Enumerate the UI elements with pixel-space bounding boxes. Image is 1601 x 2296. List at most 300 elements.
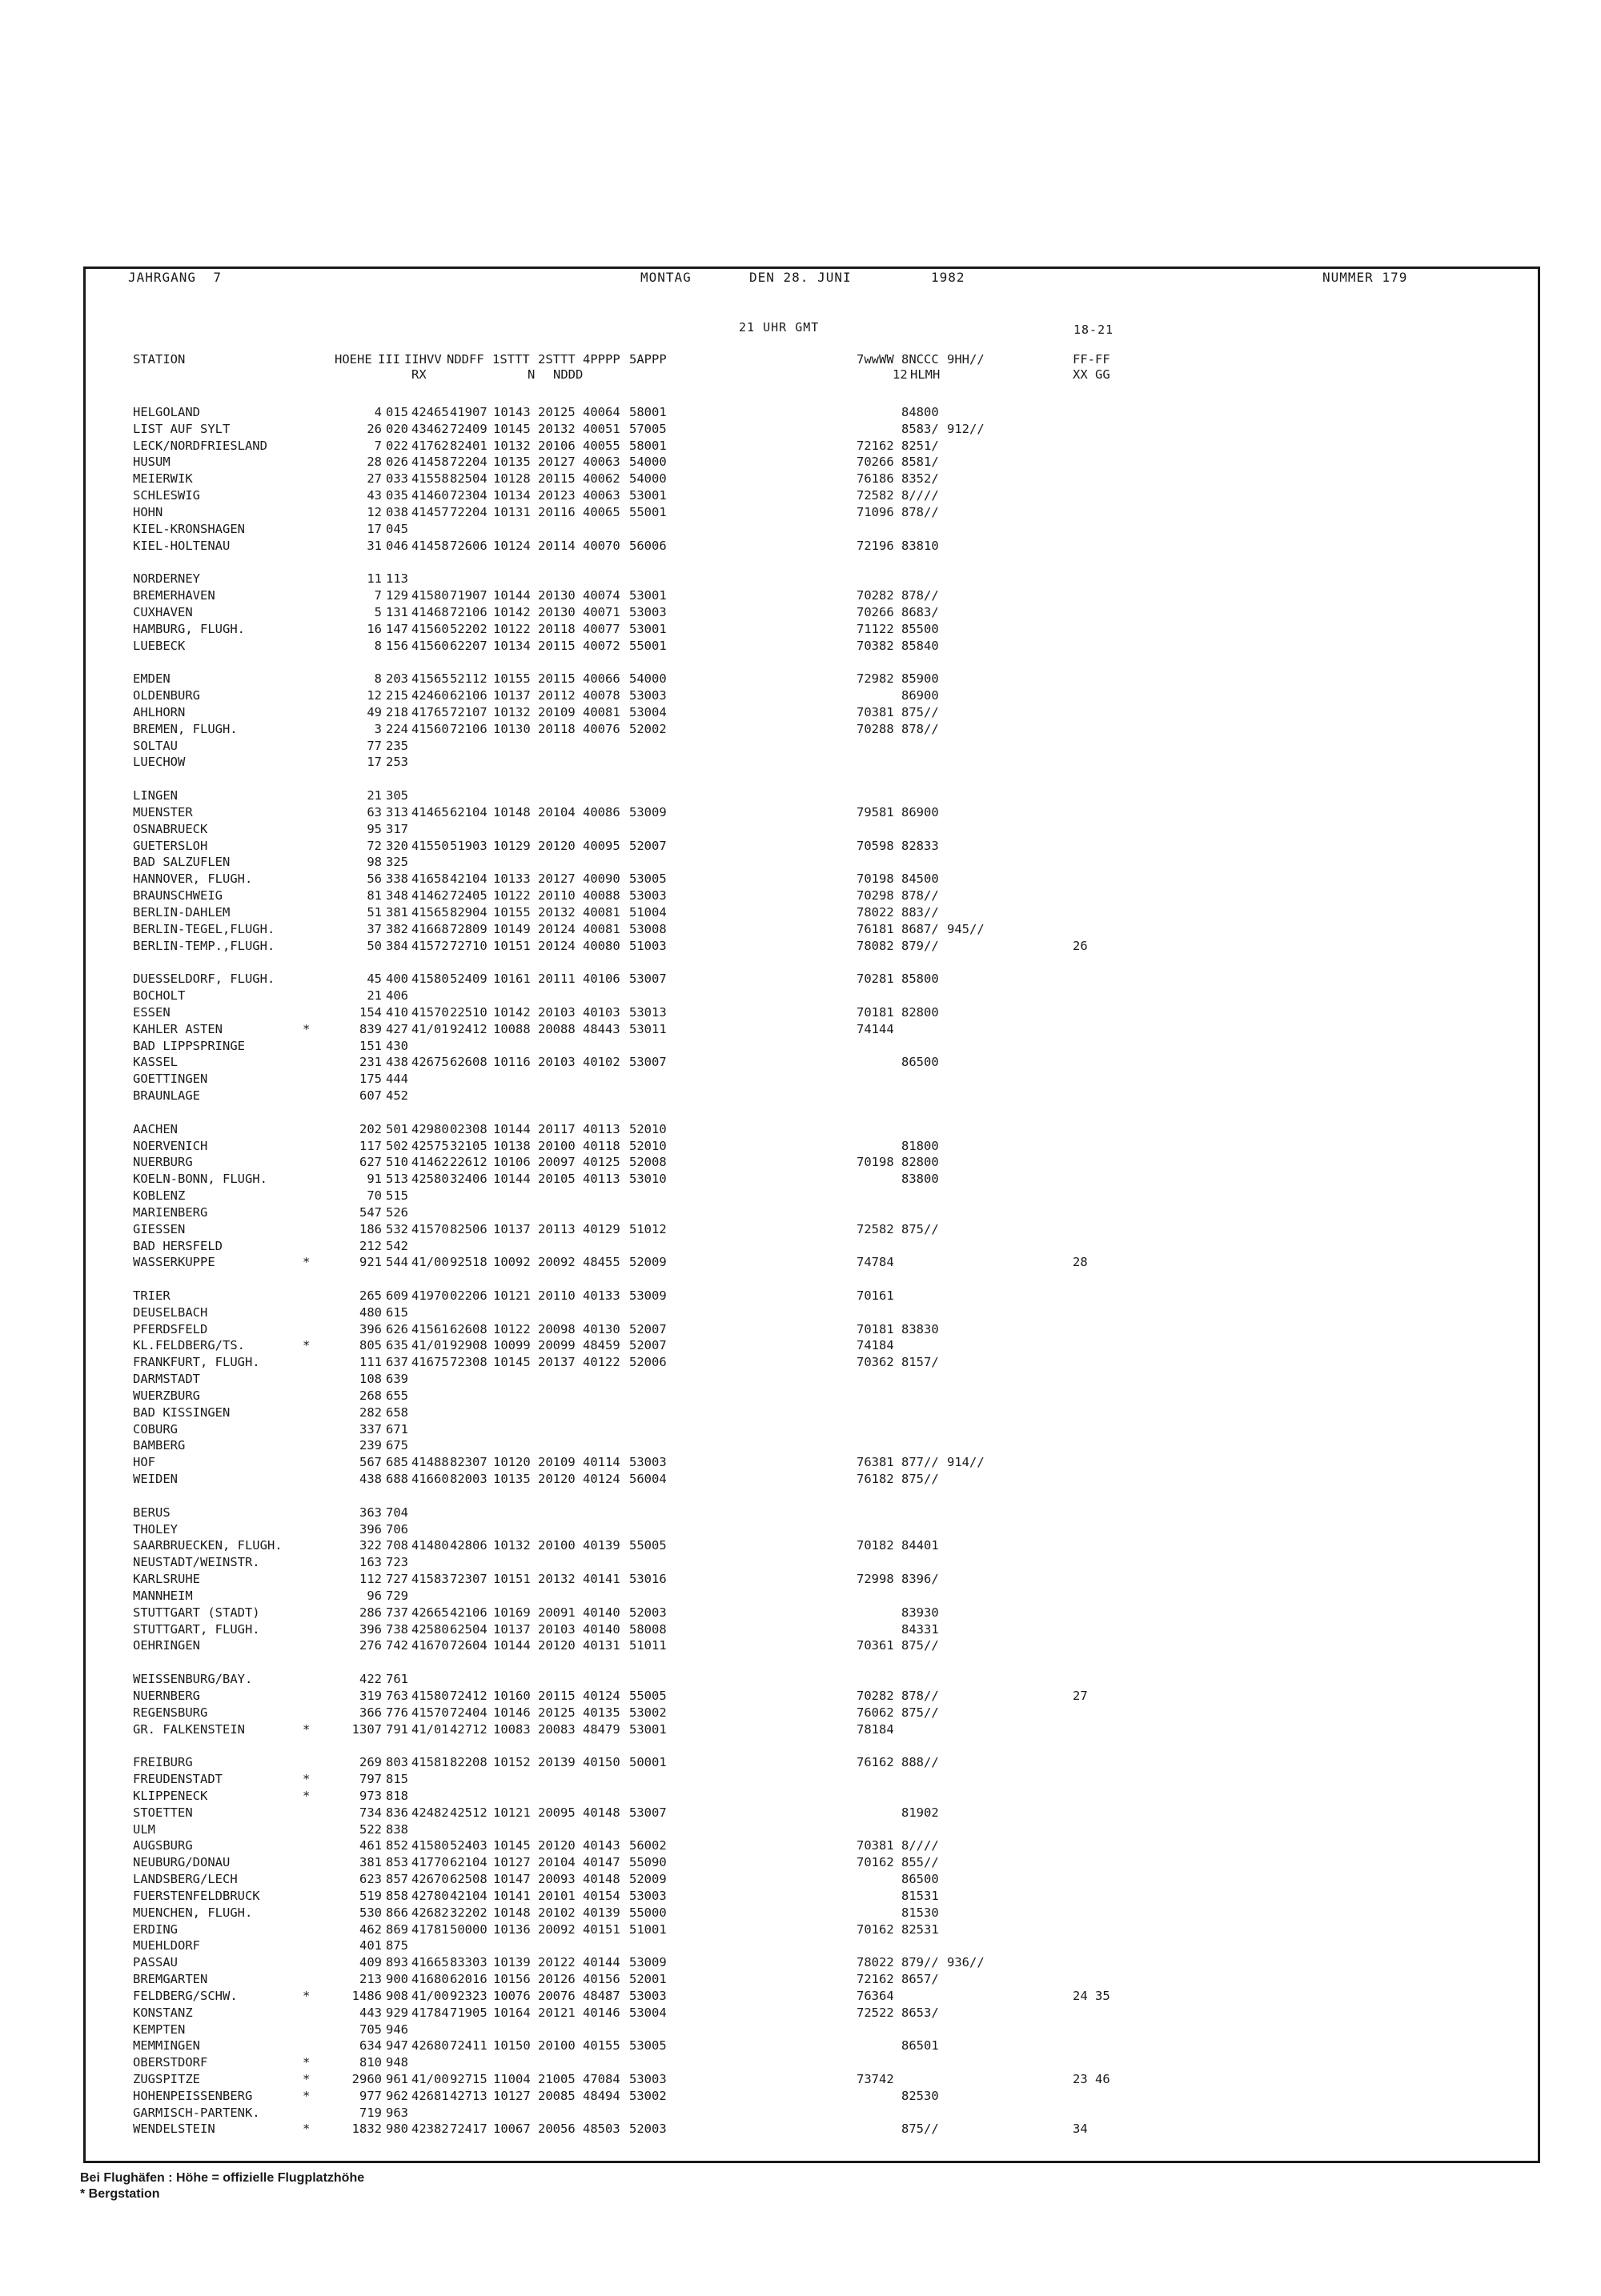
group-nddff: 52202 bbox=[450, 621, 488, 636]
station-row bbox=[0, 988, 1601, 1004]
group-8nccc: 8//// bbox=[901, 488, 939, 503]
group-iihvv: 41/00 bbox=[411, 1255, 449, 1270]
group-2sttt: 20103 bbox=[538, 1055, 576, 1070]
station-row bbox=[0, 1754, 1601, 1771]
group-7wwww: 78022 bbox=[857, 1955, 894, 1970]
station-row bbox=[0, 1154, 1601, 1171]
group-5appp: 53009 bbox=[629, 1955, 667, 1970]
group-nddff: 51903 bbox=[450, 838, 488, 853]
group-iihvv: 41970 bbox=[411, 1288, 449, 1303]
group-nddff: 62508 bbox=[450, 1872, 488, 1887]
station-id: 727 bbox=[386, 1572, 408, 1587]
date-label: DEN 28. JUNI bbox=[749, 270, 852, 285]
time-range: 18-21 bbox=[1073, 323, 1114, 337]
station-name: STUTTGART (STADT) bbox=[133, 1605, 260, 1620]
group-8nccc: 878// bbox=[901, 888, 939, 904]
group-7wwww: 70598 bbox=[857, 838, 894, 853]
group-1sttt: 10136 bbox=[493, 1921, 531, 1937]
station-row bbox=[0, 1971, 1601, 1988]
mountain-marker: * bbox=[303, 2122, 311, 2137]
station-row bbox=[0, 1437, 1601, 1454]
group-8nccc: 875// bbox=[901, 1472, 939, 1487]
year-label: 1982 bbox=[931, 270, 965, 285]
group-nddff: 72308 bbox=[450, 1355, 488, 1370]
group-5appp: 53007 bbox=[629, 1805, 667, 1820]
group-4pppp: 40150 bbox=[583, 1755, 620, 1770]
group-1sttt: 10156 bbox=[493, 1972, 531, 1987]
group-iihvv: 41465 bbox=[411, 804, 449, 819]
group-7wwww: 78022 bbox=[857, 904, 894, 920]
group-iihvv: 42465 bbox=[411, 405, 449, 419]
station-id: 526 bbox=[386, 1204, 408, 1220]
station-height: 117 bbox=[359, 1138, 382, 1153]
group-nddff: 62104 bbox=[450, 804, 488, 819]
station-name: SAARBRUECKEN, FLUGH. bbox=[133, 1538, 283, 1553]
group-2sttt: 20100 bbox=[538, 2038, 576, 2054]
station-height: 7 bbox=[374, 588, 382, 603]
group-5appp: 56004 bbox=[629, 1472, 667, 1487]
group-8nccc: 84401 bbox=[901, 1538, 939, 1553]
station-id: 131 bbox=[386, 604, 408, 619]
group-7wwww: 71122 bbox=[857, 621, 894, 636]
station-id: 542 bbox=[386, 1238, 408, 1253]
group-7wwww: 76062 bbox=[857, 1705, 894, 1720]
station-id: 384 bbox=[386, 938, 408, 953]
station-id: 218 bbox=[386, 704, 408, 719]
group-4pppp: 40122 bbox=[583, 1355, 620, 1370]
group-8nccc: 81902 bbox=[901, 1805, 939, 1820]
group-8nccc: 888// bbox=[901, 1755, 939, 1770]
station-id: 033 bbox=[386, 471, 408, 487]
station-id: 338 bbox=[386, 872, 408, 887]
station-name: STOETTEN bbox=[133, 1805, 193, 1820]
station-name: BREMERHAVEN bbox=[133, 588, 215, 603]
group-7wwww: 74184 bbox=[857, 1338, 894, 1353]
station-row bbox=[0, 971, 1601, 988]
group-nddff: 42713 bbox=[450, 2088, 488, 2103]
group-4pppp: 47084 bbox=[583, 2072, 620, 2086]
group-5appp: 52009 bbox=[629, 1872, 667, 1887]
group-5appp: 53011 bbox=[629, 1021, 667, 1036]
group-2sttt: 20130 bbox=[538, 604, 576, 619]
group-5appp: 58001 bbox=[629, 438, 667, 453]
group-5appp: 55005 bbox=[629, 1688, 667, 1703]
group-nddff: 92323 bbox=[450, 1988, 488, 2003]
group-iihvv: 42682 bbox=[411, 1905, 449, 1920]
station-row bbox=[0, 1554, 1601, 1571]
station-row bbox=[0, 404, 1601, 421]
station-name: MARIENBERG bbox=[133, 1204, 208, 1220]
group-7wwww: 74144 bbox=[857, 1021, 894, 1036]
station-name: DEUSELBACH bbox=[133, 1304, 208, 1320]
group-iihvv: 43462 bbox=[411, 421, 449, 436]
group-7wwww: 70266 bbox=[857, 604, 894, 619]
group-4pppp: 40088 bbox=[583, 888, 620, 904]
station-name: THOLEY bbox=[133, 1521, 178, 1537]
group-1sttt: 11004 bbox=[493, 2072, 531, 2086]
col-1sttt: 1STTT bbox=[492, 352, 530, 367]
station-id: 532 bbox=[386, 1221, 408, 1236]
station-name: LUECHOW bbox=[133, 755, 186, 770]
group-8nccc: 82800 bbox=[901, 1155, 939, 1170]
station-id: 948 bbox=[386, 2055, 408, 2070]
group-iihvv: 41488 bbox=[411, 1455, 449, 1470]
group-1sttt: 10144 bbox=[493, 1172, 531, 1187]
group-1sttt: 10127 bbox=[493, 2088, 531, 2103]
station-row bbox=[0, 438, 1601, 455]
station-id: 857 bbox=[386, 1872, 408, 1887]
group-2sttt: 20124 bbox=[538, 921, 576, 936]
station-name: GIESSEN bbox=[133, 1221, 186, 1236]
group-4pppp: 40139 bbox=[583, 1538, 620, 1553]
group-5appp: 53009 bbox=[629, 1288, 667, 1303]
group-4pppp: 40151 bbox=[583, 1921, 620, 1937]
station-height: 77 bbox=[367, 738, 382, 753]
station-id: 156 bbox=[386, 638, 408, 653]
group-2sttt: 20115 bbox=[538, 1688, 576, 1703]
group-2sttt: 20123 bbox=[538, 488, 576, 503]
station-name: KEMPTEN bbox=[133, 2022, 186, 2037]
group-5appp: 53003 bbox=[629, 1988, 667, 2003]
group-iihvv: 42680 bbox=[411, 2038, 449, 2054]
station-id: 836 bbox=[386, 1805, 408, 1820]
group-2sttt: 20137 bbox=[538, 1355, 576, 1370]
group-iihvv: 41457 bbox=[411, 504, 449, 519]
station-row bbox=[0, 2121, 1601, 2138]
group-7wwww: 76182 bbox=[857, 1472, 894, 1487]
station-id: 852 bbox=[386, 1838, 408, 1853]
group-5appp: 53009 bbox=[629, 804, 667, 819]
group-8nccc: 8157/ bbox=[901, 1355, 939, 1370]
col-rx: RX bbox=[411, 367, 427, 382]
group-1sttt: 10083 bbox=[493, 1721, 531, 1737]
group-5appp: 55001 bbox=[629, 638, 667, 653]
group-4pppp: 48455 bbox=[583, 1255, 620, 1270]
station-name: FRANKFURT, FLUGH. bbox=[133, 1355, 260, 1370]
station-row bbox=[0, 1821, 1601, 1838]
group-4pppp: 40081 bbox=[583, 904, 620, 920]
station-id: 515 bbox=[386, 1188, 408, 1203]
station-height: 443 bbox=[359, 2005, 382, 2020]
station-name: WUERZBURG bbox=[133, 1388, 200, 1403]
station-name: HELGOLAND bbox=[133, 405, 200, 419]
group-8nccc: 86501 bbox=[901, 2038, 939, 2054]
station-name: LANDSBERG/LECH bbox=[133, 1872, 238, 1887]
group-nddff: 82401 bbox=[450, 438, 488, 453]
station-height: 396 bbox=[359, 1321, 382, 1336]
group-1sttt: 10132 bbox=[493, 438, 531, 453]
station-name: KOBLENZ bbox=[133, 1188, 186, 1203]
group-4pppp: 40103 bbox=[583, 1004, 620, 1020]
group-2sttt: 20093 bbox=[538, 1872, 576, 1887]
station-height: 186 bbox=[359, 1221, 382, 1236]
station-row bbox=[0, 1671, 1601, 1688]
group-8nccc: 8687/ bbox=[901, 921, 939, 936]
group-2sttt: 20109 bbox=[538, 704, 576, 719]
group-8nccc: 855// bbox=[901, 1855, 939, 1870]
group-2sttt: 20115 bbox=[538, 638, 576, 653]
station-id: 875 bbox=[386, 1938, 408, 1953]
group-iihvv: 42980 bbox=[411, 1121, 449, 1136]
group-iihvv: 41565 bbox=[411, 671, 449, 687]
group-nddff: 72204 bbox=[450, 455, 488, 470]
station-name: FUERSTENFELDBRUCK bbox=[133, 1888, 260, 1903]
station-row bbox=[0, 1871, 1601, 1888]
col-nddd: NDDD bbox=[553, 367, 584, 382]
group-nddff: 42106 bbox=[450, 1605, 488, 1620]
group-4pppp: 40086 bbox=[583, 804, 620, 819]
station-name: OEHRINGEN bbox=[133, 1638, 200, 1653]
station-row bbox=[0, 1854, 1601, 1871]
group-8nccc: 85900 bbox=[901, 671, 939, 687]
mountain-marker: * bbox=[303, 1338, 311, 1353]
group-5appp: 53007 bbox=[629, 1055, 667, 1070]
group-5appp: 53003 bbox=[629, 1888, 667, 1903]
group-1sttt: 10138 bbox=[493, 1138, 531, 1153]
group-nddff: 22510 bbox=[450, 1004, 488, 1020]
group-iihvv: 41580 bbox=[411, 1838, 449, 1853]
station-height: 112 bbox=[359, 1572, 382, 1587]
group-iihvv: 42575 bbox=[411, 1138, 449, 1153]
group-1sttt: 10169 bbox=[493, 1605, 531, 1620]
station-name: BAD KISSINGEN bbox=[133, 1404, 231, 1420]
group-iihvv: 41/01 bbox=[411, 1338, 449, 1353]
station-name: OBERSTDORF bbox=[133, 2055, 208, 2070]
group-8nccc: 83800 bbox=[901, 1172, 939, 1187]
station-row bbox=[0, 2005, 1601, 2022]
station-height: 319 bbox=[359, 1688, 382, 1703]
group-4pppp: 40129 bbox=[583, 1221, 620, 1236]
station-row bbox=[0, 1421, 1601, 1438]
station-row bbox=[0, 888, 1601, 904]
group-8nccc: 8657/ bbox=[901, 1972, 939, 1987]
group-1sttt: 10137 bbox=[493, 1221, 531, 1236]
col-7wwww: 7wwWW bbox=[857, 352, 894, 367]
group-5appp: 54000 bbox=[629, 471, 667, 487]
group-iihvv: 41/01 bbox=[411, 1721, 449, 1737]
group-5appp: 53008 bbox=[629, 921, 667, 936]
group-7wwww: 72582 bbox=[857, 488, 894, 503]
station-row bbox=[0, 1238, 1601, 1255]
group-4pppp: 48443 bbox=[583, 1021, 620, 1036]
group-7wwww: 72196 bbox=[857, 538, 894, 553]
group-2sttt: 20113 bbox=[538, 1221, 576, 1236]
station-name: BAD SALZUFLEN bbox=[133, 855, 231, 870]
station-row bbox=[0, 1304, 1601, 1321]
group-4pppp: 40154 bbox=[583, 1888, 620, 1903]
station-height: 839 bbox=[359, 1021, 382, 1036]
group-iihvv: 41658 bbox=[411, 872, 449, 887]
station-name: BAD LIPPSPRINGE bbox=[133, 1038, 245, 1053]
group-iihvv: 41675 bbox=[411, 1355, 449, 1370]
station-name: FREUDENSTADT bbox=[133, 1772, 223, 1787]
group-ff: 26 bbox=[1073, 938, 1088, 953]
group-8nccc: 85500 bbox=[901, 621, 939, 636]
group-nddff: 82003 bbox=[450, 1472, 488, 1487]
group-nddff: 72107 bbox=[450, 704, 488, 719]
station-id: 980 bbox=[386, 2122, 408, 2137]
group-7wwww: 70162 bbox=[857, 1855, 894, 1870]
station-id: 203 bbox=[386, 671, 408, 687]
group-1sttt: 10088 bbox=[493, 1021, 531, 1036]
station-id: 253 bbox=[386, 755, 408, 770]
station-id: 900 bbox=[386, 1972, 408, 1987]
station-name: MUEHLDORF bbox=[133, 1938, 200, 1953]
station-name: HOF bbox=[133, 1455, 155, 1470]
group-2sttt: 20115 bbox=[538, 671, 576, 687]
group-1sttt: 10092 bbox=[493, 1255, 531, 1270]
station-id: 929 bbox=[386, 2005, 408, 2020]
station-row bbox=[0, 804, 1601, 821]
station-height: 797 bbox=[359, 1772, 382, 1787]
station-id: 444 bbox=[386, 1072, 408, 1087]
col-5appp: 5APPP bbox=[629, 352, 667, 367]
group-2sttt: 20104 bbox=[538, 804, 576, 819]
station-name: DUESSELDORF, FLUGH. bbox=[133, 972, 275, 987]
group-5appp: 56002 bbox=[629, 1838, 667, 1853]
station-name: GUETERSLOH bbox=[133, 838, 208, 853]
group-8nccc: 83930 bbox=[901, 1605, 939, 1620]
group-4pppp: 40090 bbox=[583, 872, 620, 887]
station-name: FELDBERG/SCHW. bbox=[133, 1988, 238, 2003]
station-row bbox=[0, 1388, 1601, 1404]
group-nddff: 41907 bbox=[450, 405, 488, 419]
group-iihvv: 42482 bbox=[411, 1805, 449, 1820]
group-4pppp: 40113 bbox=[583, 1172, 620, 1187]
group-2sttt: 20132 bbox=[538, 904, 576, 920]
group-iihvv: 41580 bbox=[411, 1688, 449, 1703]
station-height: 8 bbox=[374, 671, 382, 687]
col-2sttt: 2STTT bbox=[538, 352, 576, 367]
group-1sttt: 10139 bbox=[493, 1955, 531, 1970]
group-nddff: 82506 bbox=[450, 1221, 488, 1236]
group-4pppp: 48479 bbox=[583, 1721, 620, 1737]
group-1sttt: 10130 bbox=[493, 721, 531, 736]
group-7wwww: 70362 bbox=[857, 1355, 894, 1370]
col-station: STATION bbox=[133, 352, 186, 367]
group-7wwww: 72522 bbox=[857, 2005, 894, 2020]
station-name: FREIBURG bbox=[133, 1755, 193, 1770]
mountain-marker: * bbox=[303, 2088, 311, 2103]
group-iihvv: 41561 bbox=[411, 1321, 449, 1336]
group-5appp: 51012 bbox=[629, 1221, 667, 1236]
group-7wwww: 70198 bbox=[857, 872, 894, 887]
group-nddff: 62207 bbox=[450, 638, 488, 653]
station-name: BERLIN-DAHLEM bbox=[133, 904, 231, 920]
station-name: MANNHEIM bbox=[133, 1588, 193, 1603]
group-2sttt: 20120 bbox=[538, 838, 576, 853]
group-1sttt: 10145 bbox=[493, 1355, 531, 1370]
group-1sttt: 10128 bbox=[493, 471, 531, 487]
group-nddff: 92908 bbox=[450, 1338, 488, 1353]
group-8nccc: 875// bbox=[901, 1638, 939, 1653]
station-height: 51 bbox=[367, 904, 382, 920]
station-id: 962 bbox=[386, 2088, 408, 2103]
group-4pppp: 40148 bbox=[583, 1872, 620, 1887]
group-4pppp: 40124 bbox=[583, 1688, 620, 1703]
station-id: 502 bbox=[386, 1138, 408, 1153]
station-name: HUSUM bbox=[133, 455, 171, 470]
group-7wwww: 70181 bbox=[857, 1004, 894, 1020]
station-height: 396 bbox=[359, 1521, 382, 1537]
station-height: 3 bbox=[374, 721, 382, 736]
station-row bbox=[0, 1321, 1601, 1338]
station-height: 26 bbox=[367, 421, 382, 436]
group-nddff: 72106 bbox=[450, 604, 488, 619]
station-row bbox=[0, 1688, 1601, 1705]
group-5appp: 52010 bbox=[629, 1121, 667, 1136]
group-1sttt: 10144 bbox=[493, 1121, 531, 1136]
group-2sttt: 20100 bbox=[538, 1538, 576, 1553]
group-1sttt: 10142 bbox=[493, 1004, 531, 1020]
group-7wwww: 79581 bbox=[857, 804, 894, 819]
station-id: 235 bbox=[386, 738, 408, 753]
group-iihvv: 41462 bbox=[411, 888, 449, 904]
station-row bbox=[0, 1354, 1601, 1371]
group-iihvv: 41762 bbox=[411, 438, 449, 453]
station-height: 98 bbox=[367, 855, 382, 870]
group-1sttt: 10124 bbox=[493, 538, 531, 553]
station-height: 175 bbox=[359, 1072, 382, 1087]
group-nddff: 42104 bbox=[450, 1888, 488, 1903]
station-id: 738 bbox=[386, 1621, 408, 1637]
station-height: 627 bbox=[359, 1155, 382, 1170]
group-5appp: 52007 bbox=[629, 1338, 667, 1353]
col-iihvv: IIHVV bbox=[404, 352, 442, 367]
group-8nccc: 8583/ bbox=[901, 421, 939, 436]
station-height: 366 bbox=[359, 1705, 382, 1720]
group-nddff: 72417 bbox=[450, 2122, 488, 2137]
group-8nccc: 8352/ bbox=[901, 471, 939, 487]
station-id: 045 bbox=[386, 521, 408, 536]
station-name: HOHN bbox=[133, 504, 163, 519]
station-height: 461 bbox=[359, 1838, 382, 1853]
station-id: 022 bbox=[386, 438, 408, 453]
station-row bbox=[0, 1404, 1601, 1421]
group-ff: 24 35 bbox=[1073, 1988, 1110, 2003]
group-8nccc: 81531 bbox=[901, 1888, 939, 1903]
station-id: 963 bbox=[386, 2105, 408, 2120]
group-5appp: 52009 bbox=[629, 1255, 667, 1270]
group-8nccc: 82833 bbox=[901, 838, 939, 853]
group-4pppp: 40114 bbox=[583, 1455, 620, 1470]
station-height: 401 bbox=[359, 1938, 382, 1953]
group-2sttt: 20127 bbox=[538, 455, 576, 470]
group-4pppp: 40139 bbox=[583, 1905, 620, 1920]
group-iihvv: 42675 bbox=[411, 1055, 449, 1070]
group-4pppp: 40080 bbox=[583, 938, 620, 953]
station-height: 337 bbox=[359, 1421, 382, 1437]
group-8nccc: 86900 bbox=[901, 804, 939, 819]
station-height: 282 bbox=[359, 1404, 382, 1420]
group-5appp: 51004 bbox=[629, 904, 667, 920]
station-row bbox=[0, 871, 1601, 888]
group-9hh: 914// bbox=[947, 1455, 985, 1470]
group-4pppp: 40055 bbox=[583, 438, 620, 453]
group-iihvv: 41560 bbox=[411, 721, 449, 736]
group-nddff: 72606 bbox=[450, 538, 488, 553]
group-4pppp: 40144 bbox=[583, 1955, 620, 1970]
group-7wwww: 73742 bbox=[857, 2072, 894, 2086]
station-height: 31 bbox=[367, 538, 382, 553]
group-2sttt: 20085 bbox=[538, 2088, 576, 2103]
station-row bbox=[0, 638, 1601, 655]
group-1sttt: 10122 bbox=[493, 621, 531, 636]
footnote-mountain-station: * Bergstation bbox=[80, 2187, 160, 2201]
col-4pppp: 4PPPP bbox=[583, 352, 620, 367]
station-row bbox=[0, 471, 1601, 487]
station-height: 7 bbox=[374, 438, 382, 453]
